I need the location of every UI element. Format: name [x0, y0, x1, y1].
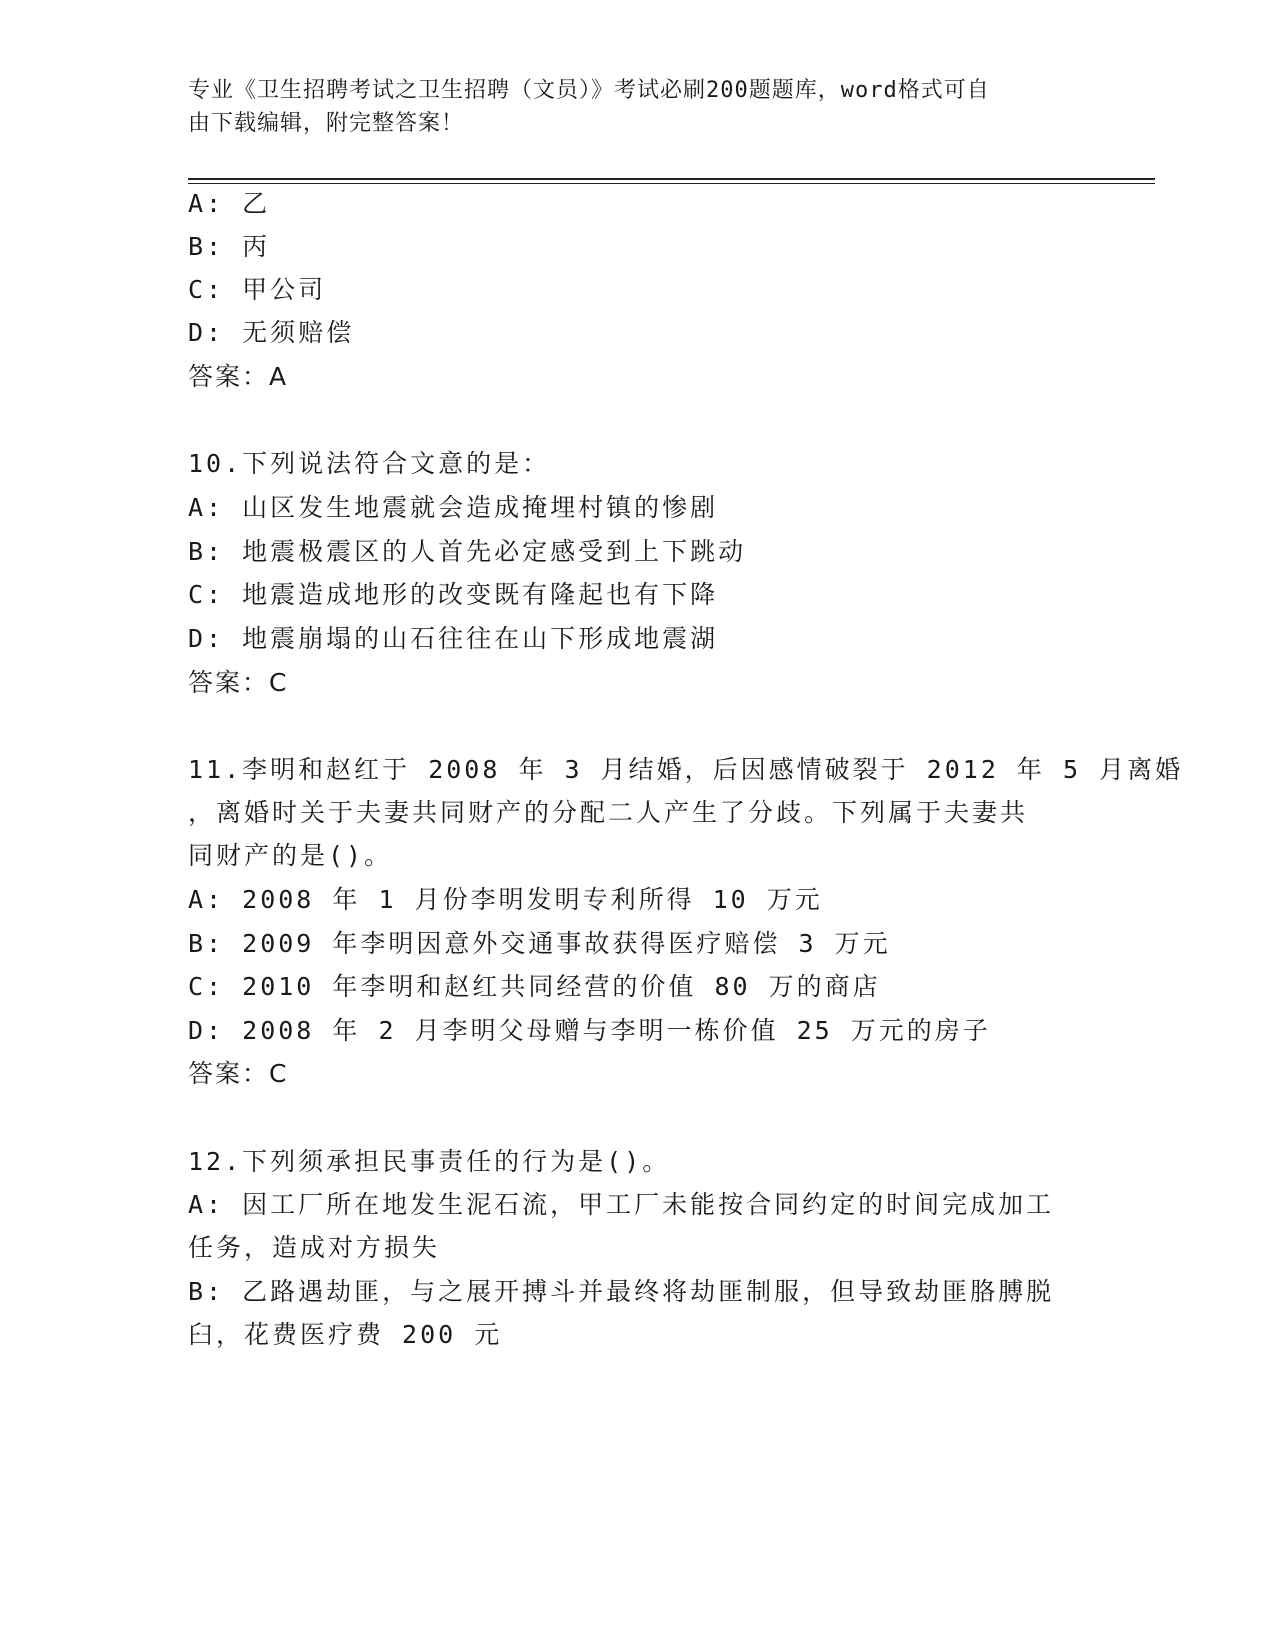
- option-d: D: 无须赔偿: [188, 318, 355, 347]
- question-10-stem: 10.下列说法符合文意的是：: [188, 449, 551, 478]
- header-line-1: 专业《卫生招聘考试之卫生招聘（文员）》考试必刷200题题库，word格式可自: [188, 78, 990, 103]
- question-10-option-b: B: 地震极震区的人首先必定感受到上下跳动: [188, 537, 747, 566]
- header-divider: [188, 178, 1155, 180]
- question-11-answer: 答案：C: [188, 1059, 289, 1088]
- header-line-2: 由下载编辑，附完整答案！: [188, 111, 465, 136]
- question-11-stem-line-1: 11.李明和赵红于 2008 年 3 月结婚，后因感情破裂于 2012 年 5 月离婚: [188, 755, 1184, 784]
- question-11-option-c: C: 2010 年李明和赵红共同经营的价值 80 万的商店: [188, 972, 881, 1001]
- question-12-option-b-line-2: 臼，花费医疗费 200 元: [188, 1320, 503, 1349]
- question-11-option-a: A: 2008 年 1 月份李明发明专利所得 10 万元: [188, 885, 823, 914]
- option-c: C: 甲公司: [188, 275, 327, 304]
- question-12-option-b-line-1: B: 乙路遇劫匪，与之展开搏斗并最终将劫匪制服，但导致劫匪胳膊脱: [188, 1277, 1055, 1306]
- header-divider-thin: [188, 183, 1155, 184]
- question-10-option-c: C: 地震造成地形的改变既有隆起也有下降: [188, 580, 719, 609]
- question-11-option-d: D: 2008 年 2 月李明父母赠与李明一栋价值 25 万元的房子: [188, 1016, 991, 1045]
- option-b: B: 丙: [188, 232, 271, 261]
- question-10-answer: 答案：C: [188, 668, 289, 697]
- question-12-stem: 12.下列须承担民事责任的行为是()。: [188, 1147, 671, 1176]
- question-12-option-a-line-2: 任务，造成对方损失: [188, 1233, 441, 1262]
- question-10-option-a: A: 山区发生地震就会造成掩埋村镇的惨剧: [188, 493, 719, 522]
- question-12-option-a-line-1: A: 因工厂所在地发生泥石流，甲工厂未能按合同约定的时间完成加工: [188, 1190, 1055, 1219]
- document-header: [188, 74, 1068, 140]
- option-a: A: 乙: [188, 189, 271, 218]
- question-11-option-b: B: 2009 年李明因意外交通事故获得医疗赔偿 3 万元: [188, 929, 891, 958]
- question-10-option-d: D: 地震崩塌的山石往往在山下形成地震湖: [188, 624, 719, 653]
- question-11-stem-line-3: 同财产的是()。: [188, 841, 393, 870]
- answer-label: 答案：A: [188, 362, 289, 391]
- question-11-stem-line-2: ，离婚时关于夫妻共同财产的分配二人产生了分歧。下列属于夫妻共: [188, 798, 1029, 827]
